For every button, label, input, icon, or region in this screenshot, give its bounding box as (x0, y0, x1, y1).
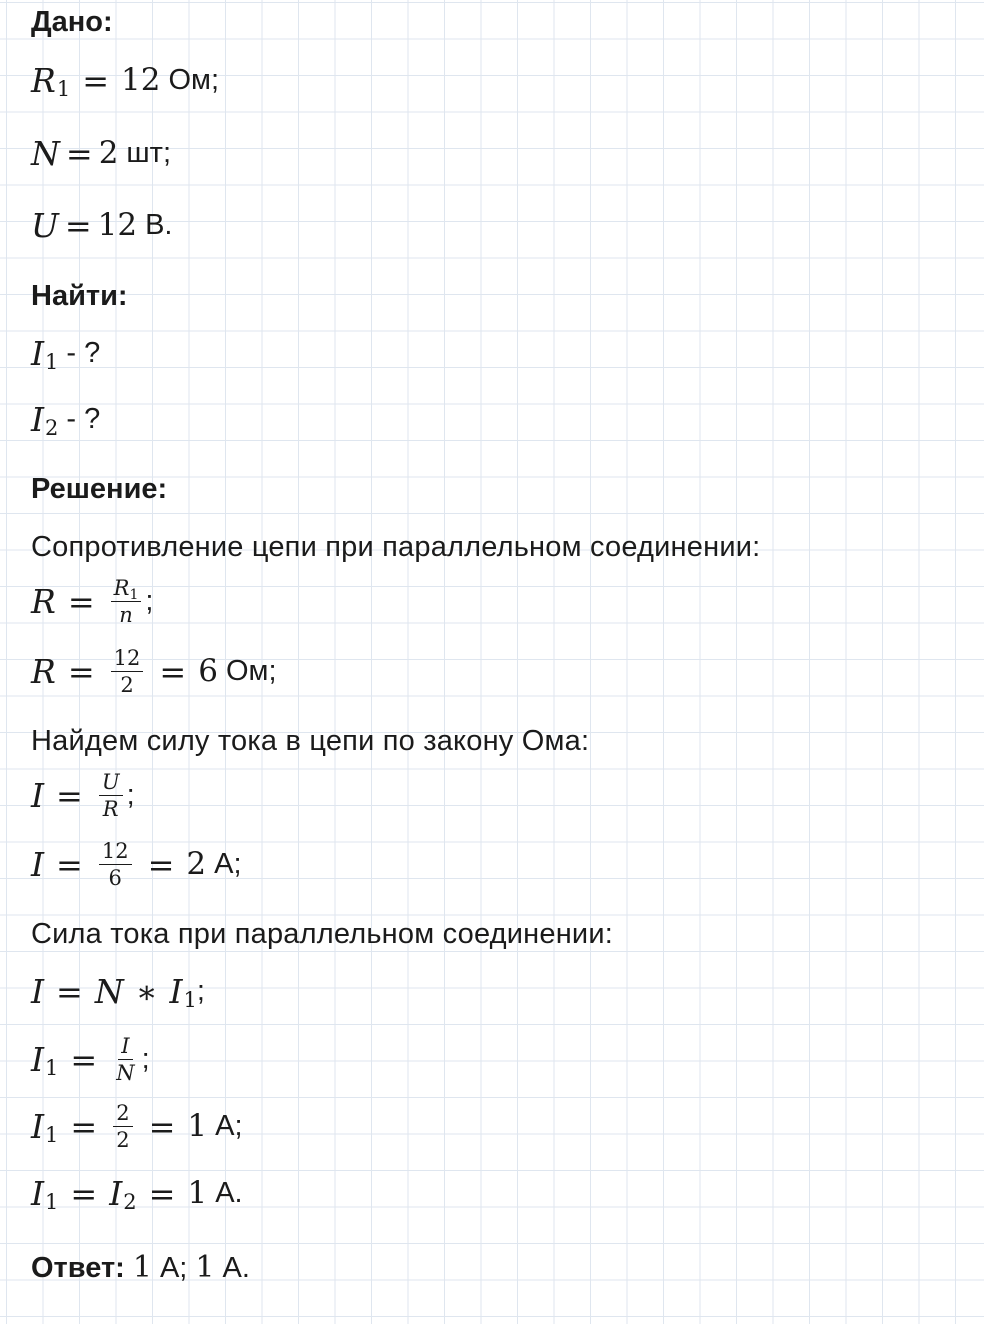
eq7-num: 2 (113, 1102, 132, 1127)
eq4-lhs: I (31, 845, 45, 885)
eq6-eq: = (70, 1040, 98, 1079)
r1-unit: Ом; (168, 64, 220, 96)
eq1-num-symbol: R (113, 576, 130, 600)
eq1-lhs: R (31, 582, 56, 622)
eq7-lhs: I (31, 1107, 45, 1147)
answer-v2: 1 (195, 1250, 215, 1285)
find-heading: Найти: (31, 280, 128, 312)
r1-eq: = (82, 61, 110, 100)
solution-heading: Решение: (31, 473, 168, 505)
eq2-fraction (111, 647, 144, 696)
eq5-eq: = (56, 972, 83, 1011)
find-i1-rest: - ? (66, 337, 101, 369)
eq6-den: N (116, 1061, 135, 1086)
find-i2-rest: - ? (66, 403, 101, 435)
eq8-mid: I (109, 1174, 123, 1213)
eq5-op: ∗ (135, 972, 158, 1011)
r1-sub: 1 (56, 77, 71, 101)
equation-8 (31, 1174, 243, 1214)
eq4-fraction (99, 840, 132, 889)
eq8-eq2: = (148, 1174, 176, 1213)
eq8-unit: А. (215, 1177, 243, 1209)
u-value: 12 (97, 207, 138, 243)
eq3-fraction (99, 771, 123, 820)
equation-7 (31, 1102, 243, 1151)
answer-value-1 (132, 1250, 188, 1285)
answer-label: Ответ: (31, 1251, 125, 1284)
eq4-den: 6 (108, 866, 122, 891)
eq5-lhs: I (31, 972, 45, 1011)
equation-5 (31, 972, 205, 1012)
eq5-b-sub: 1 (183, 988, 197, 1012)
eq1-eq: = (67, 582, 95, 621)
find-i1-sub: 1 (45, 350, 59, 374)
eq1-den: n (119, 603, 133, 628)
eq4-num: 12 (99, 840, 132, 865)
eq5-end: ; (196, 975, 205, 1007)
eq2-unit: Ом; (225, 655, 277, 688)
eq7-eq2: = (148, 1107, 176, 1146)
solution-text-2: Найдем силу тока в цепи по закону Ома: (31, 725, 590, 757)
eq3-lhs: I (31, 776, 45, 816)
answer-u2: А. (222, 1252, 250, 1284)
eq6-end: ; (141, 1043, 150, 1076)
answer-value-2 (195, 1250, 250, 1285)
eq2-num: 12 (111, 647, 144, 672)
u-eq: = (64, 206, 92, 245)
equation-3 (31, 771, 135, 820)
eq7-fraction (113, 1102, 132, 1151)
eq8-lhs-sub: 1 (45, 1190, 59, 1214)
eq5-b: I (169, 972, 183, 1011)
n-unit: шт; (126, 137, 172, 169)
eq6-lhs-sub: 1 (45, 1056, 59, 1081)
eq2-lhs: R (31, 652, 56, 692)
equation-4 (31, 840, 242, 889)
find-i2-symbol: I (31, 400, 45, 439)
eq1-num-sub: 1 (129, 587, 139, 603)
answer-u1: А; (159, 1252, 188, 1284)
u-unit: В. (145, 209, 173, 241)
find-i2-sub: 2 (45, 416, 59, 440)
find-i2 (31, 400, 101, 440)
eq3-num: U (101, 770, 120, 794)
eq6-fraction (113, 1035, 137, 1084)
r1-symbol: R (31, 61, 56, 100)
eq2-eq2: = (159, 652, 187, 691)
n-symbol: N (31, 134, 60, 173)
eq7-lhs-sub: 1 (45, 1123, 59, 1148)
given-r1 (31, 61, 220, 101)
eq8-value: 1 (187, 1175, 208, 1211)
eq4-eq2: = (147, 845, 175, 884)
r1-value: 12 (121, 62, 161, 98)
answer-v1: 1 (132, 1250, 152, 1285)
eq5-a: N (94, 972, 124, 1011)
equation-2 (31, 647, 277, 696)
eq4-eq: = (56, 845, 83, 884)
eq3-end: ; (126, 779, 135, 812)
eq6-lhs: I (31, 1040, 45, 1080)
eq7-eq: = (70, 1107, 98, 1146)
answer (31, 1250, 250, 1285)
eq3-den: R (102, 797, 119, 822)
equation-6 (31, 1035, 150, 1084)
eq2-den: 2 (120, 673, 134, 698)
eq3-eq: = (56, 776, 83, 815)
eq7-value: 1 (187, 1108, 208, 1145)
eq4-unit: А; (214, 848, 242, 881)
eq7-unit: А; (215, 1110, 243, 1143)
eq1-fraction (111, 577, 142, 626)
eq2-eq: = (67, 652, 95, 691)
given-u (31, 206, 173, 245)
solution-text-3: Сила тока при параллельном соединении: (31, 918, 613, 950)
eq4-value: 2 (186, 846, 207, 883)
given-n (31, 134, 172, 173)
u-symbol: U (31, 206, 59, 245)
n-value: 2 (98, 135, 119, 171)
n-eq: = (65, 134, 93, 173)
find-i1 (31, 334, 101, 374)
eq1-end: ; (145, 585, 154, 618)
solution-text-1: Сопротивление цепи при параллельном соединении: (31, 531, 761, 563)
eq2-value: 6 (198, 653, 218, 690)
find-i1-symbol: I (31, 334, 45, 373)
given-heading: Дано: (31, 6, 113, 38)
eq8-eq: = (70, 1174, 98, 1213)
eq8-mid-sub: 2 (123, 1190, 137, 1214)
eq8-lhs: I (31, 1174, 45, 1213)
eq7-den: 2 (116, 1128, 130, 1153)
equation-1 (31, 577, 153, 626)
eq6-num: I (121, 1034, 130, 1058)
